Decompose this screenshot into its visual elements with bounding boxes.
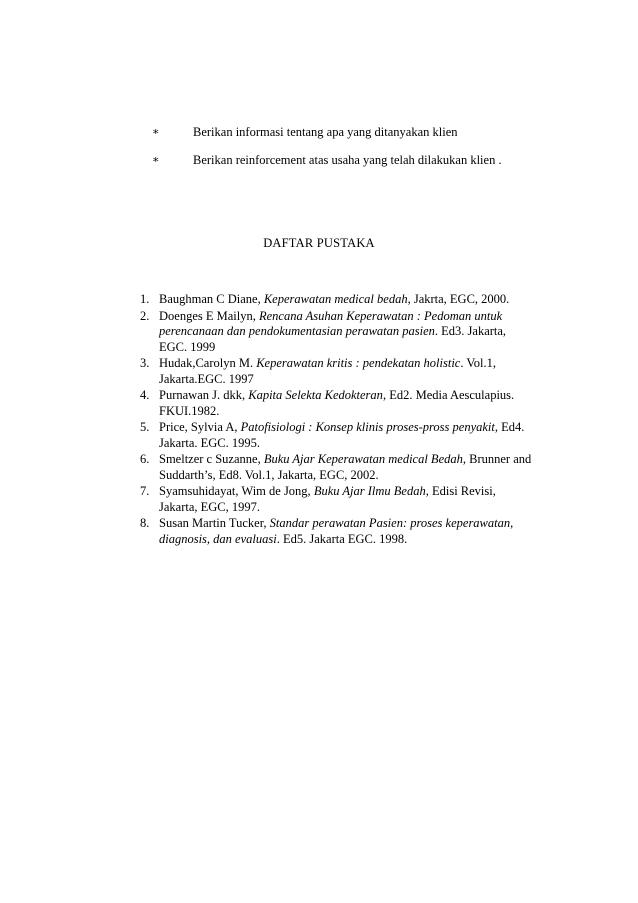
reference-line <box>159 452 560 468</box>
reference-item <box>140 388 560 419</box>
reference-line <box>159 372 560 388</box>
reference-line <box>159 404 560 420</box>
reference-line <box>159 388 560 404</box>
reference-title: Rencana Asuhan Keperawatan : Pedoman untuk <box>258 308 503 323</box>
reference-text: Purnawan J. dkk, <box>159 388 249 402</box>
reference-text: Baughman C Diane, <box>159 292 264 306</box>
reference-line <box>159 484 560 500</box>
reference-number: 6. <box>140 452 150 466</box>
reference-text: , Ed4. <box>494 420 525 434</box>
reference-line <box>159 324 560 340</box>
bullet-text: Berikan informasi tentang apa yang ditanyakan klien <box>193 125 458 139</box>
reference-number: 2. <box>140 308 150 323</box>
reference-text: . Vol.1, <box>460 356 497 370</box>
reference-number: 4. <box>140 388 150 402</box>
reference-title: diagnosis, dan evaluasi <box>159 531 277 546</box>
reference-line <box>159 436 560 452</box>
reference-text: FKUI.1982. <box>159 403 220 418</box>
reference-number: 3. <box>140 356 150 370</box>
reference-line <box>159 516 560 532</box>
reference-item <box>140 420 560 451</box>
reference-number: 1. <box>140 292 150 306</box>
bullet-list <box>152 124 572 180</box>
reference-text: EGC. 1999 <box>159 339 216 354</box>
reference-text: , Edisi Revisi, <box>425 484 496 498</box>
reference-line <box>159 292 560 308</box>
reference-text: . Ed5. Jakarta EGC. 1998. <box>276 531 408 546</box>
reference-number: 7. <box>140 484 150 498</box>
reference-title: perencanaan dan pendokumentasian perawatan pasien <box>159 324 435 338</box>
reference-title: Buku Ajar Keperawatan medical Bedah <box>263 452 463 466</box>
reference-number: 5. <box>140 420 150 434</box>
reference-text: Smeltzer c Suzanne, <box>159 452 264 466</box>
reference-text: , Brunner and <box>462 452 532 466</box>
reference-line <box>159 420 560 436</box>
reference-text: Suddarth’s, Ed8. Vol.1, Jakarta, EGC, 2002. <box>159 467 379 482</box>
reference-item <box>140 309 560 356</box>
reference-text: Hudak,Carolyn M. <box>159 356 257 370</box>
reference-number: 8. <box>140 516 150 530</box>
reference-line <box>159 468 560 484</box>
reference-line <box>159 500 560 516</box>
reference-line <box>159 532 560 548</box>
reference-line <box>159 340 560 356</box>
reference-item <box>140 516 560 547</box>
reference-item <box>140 356 560 387</box>
reference-title: Patofisiologi : Konsep klinis proses-pross penyakit <box>240 420 495 434</box>
reference-title: Standar perawatan Pasien: proses keperawatan, <box>269 516 514 530</box>
reference-item <box>140 292 560 308</box>
bullet-item <box>152 152 572 180</box>
bullet-text: Berikan reinforcement atas usaha yang telah dilakukan klien . <box>193 153 502 167</box>
asterisk-icon: ∗ <box>152 154 160 166</box>
reference-title: Keperawatan medical bedah <box>263 292 408 306</box>
reference-item <box>140 484 560 515</box>
reference-text: , Jakrta, EGC, 2000. <box>407 292 510 306</box>
reference-text: Doenges E Mailyn, <box>159 308 259 323</box>
reference-title: Keperawatan kritis : pendekatan holistic <box>256 356 461 370</box>
reference-text: . Ed3. Jakarta, <box>434 324 507 338</box>
reference-title: Kapita Selekta Kedokteran <box>248 388 383 402</box>
reference-text: Jakarta.EGC. 1997 <box>159 371 254 386</box>
reference-text: Syamsuhidayat, Wim de Jong, <box>159 484 314 498</box>
reference-title: Buku Ajar Ilmu Bedah <box>313 484 426 498</box>
asterisk-icon: ∗ <box>152 126 160 138</box>
reference-text: , Ed2. Media Aesculapius. <box>382 388 515 402</box>
reference-text: Price, Sylvia A, <box>159 420 241 434</box>
section-heading: DAFTAR PUSTAKA <box>263 236 375 250</box>
bullet-item <box>152 124 572 152</box>
reference-list <box>140 292 560 548</box>
reference-line <box>159 356 560 372</box>
reference-text: Jakarta. EGC. 1995. <box>159 435 261 450</box>
reference-text: Jakarta, EGC, 1997. <box>159 499 261 514</box>
reference-text: Susan Martin Tucker, <box>159 516 270 530</box>
reference-line <box>159 309 560 325</box>
reference-item <box>140 452 560 483</box>
